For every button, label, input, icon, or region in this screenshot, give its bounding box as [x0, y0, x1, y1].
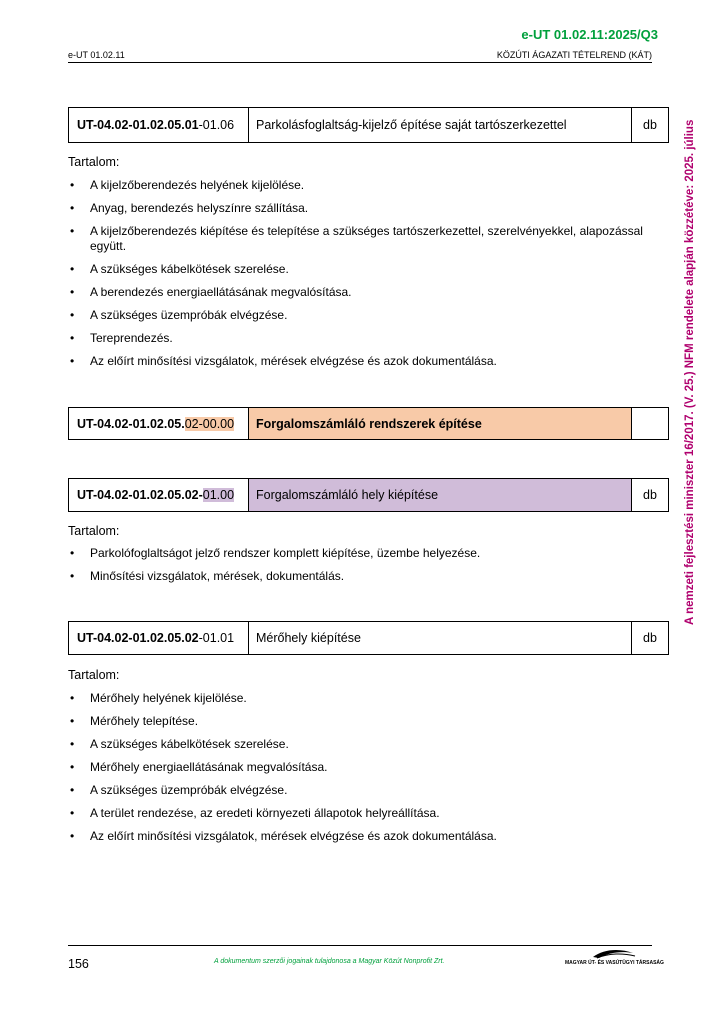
list-item: • Mérőhely energiaellátásának megvalósítása.	[68, 760, 648, 775]
item-code-suffix: -01.06	[198, 118, 235, 132]
content-list-1	[68, 178, 648, 377]
item-table-4	[68, 621, 669, 655]
list-item: • A szükséges üzempróbák elvégzése.	[68, 783, 648, 798]
item-code-highlight: 02-00.00	[184, 416, 235, 431]
item-title: Forgalomszámláló rendszerek építése	[249, 408, 632, 439]
item-table-3	[68, 478, 669, 512]
content-label: Tartalom:	[68, 524, 120, 538]
item-code	[69, 479, 249, 511]
list-item: • A szükséges üzempróbák elvégzése.	[68, 308, 648, 323]
item-title: Parkolásfoglaltság-kijelző építése saját tartószerkezettel	[249, 108, 632, 142]
item-title: Forgalomszámláló hely kiépítése	[249, 479, 632, 511]
item-unit	[632, 408, 668, 439]
content-list-4	[68, 691, 648, 852]
header-rule	[68, 62, 652, 63]
item-table-2	[68, 407, 669, 440]
item-code-highlight: 01.00	[202, 488, 235, 502]
side-publication-note: A nemzeti fejlesztési miniszter 16/2017. (V. 25.) NFM rendelete alapján közzétéve: 2025. július	[684, 119, 696, 625]
item-code-prefix: UT-04.02-01.02.05.	[77, 416, 185, 431]
header-left: e-UT 01.02.11	[68, 50, 125, 60]
list-item: • A kijelzőberendezés kiépítése és telepítése a szükséges tartószerkezettel, szerelvényekkel, alapozással együtt.	[68, 224, 648, 254]
page-number: 156	[68, 957, 89, 971]
list-item: • Az előírt minősítési vizsgálatok, mérések elvégzése és azok dokumentálása.	[68, 829, 648, 844]
list-item: • Az előírt minősítési vizsgálatok, mérések elvégzése és azok dokumentálása.	[68, 354, 648, 369]
list-item: • A berendezés energiaellátásának megvalósítása.	[68, 285, 648, 300]
item-code-prefix: UT-04.02-01.02.05.02	[77, 631, 199, 645]
list-item: • Minősítési vizsgálatok, mérések, dokumentálás.	[68, 569, 648, 584]
content-list-3	[68, 546, 648, 592]
item-code-suffix: -01.01	[198, 631, 235, 645]
list-item: • Mérőhely helyének kijelölése.	[68, 691, 648, 706]
item-unit: db	[643, 631, 657, 645]
copyright-note: A dokumentum szerzői jogainak tulajdonosa a Magyar Közút Nonprofit Zrt.	[214, 958, 445, 965]
list-item: • A szükséges kábelkötések szerelése.	[68, 262, 648, 277]
list-item: • Mérőhely telepítése.	[68, 714, 648, 729]
list-item: • A terület rendezése, az eredeti környezeti állapotok helyreállítása.	[68, 806, 648, 821]
list-item: • Parkolófoglaltságot jelző rendszer komplett kiépítése, üzembe helyezése.	[68, 546, 648, 561]
item-code	[69, 408, 249, 439]
content-label: Tartalom:	[68, 668, 120, 682]
item-unit: db	[643, 118, 657, 132]
list-item: • Tereprendezés.	[68, 331, 648, 346]
item-code	[69, 622, 249, 654]
item-table-1	[68, 107, 669, 143]
header-right: KÖZÚTI ÁGAZATI TÉTELREND (KÁT)	[496, 50, 652, 60]
logo-text: MAGYAR ÚT- ÉS VASÚTÜGYI TÁRSASÁG	[565, 960, 664, 966]
list-item: • A kijelzőberendezés helyének kijelölése.	[68, 178, 648, 193]
document-code: e-UT 01.02.11:2025/Q3	[521, 27, 658, 42]
item-unit: db	[643, 488, 657, 502]
item-code	[69, 108, 249, 142]
item-code-prefix: UT-04.02-01.02.05.02-	[77, 488, 203, 502]
item-code-prefix: UT-04.02-01.02.05.01	[77, 118, 199, 132]
item-title: Mérőhely kiépítése	[249, 622, 632, 654]
content-label: Tartalom:	[68, 155, 120, 169]
list-item: • Anyag, berendezés helyszínre szállítása.	[68, 201, 648, 216]
list-item: • A szükséges kábelkötések szerelése.	[68, 737, 648, 752]
